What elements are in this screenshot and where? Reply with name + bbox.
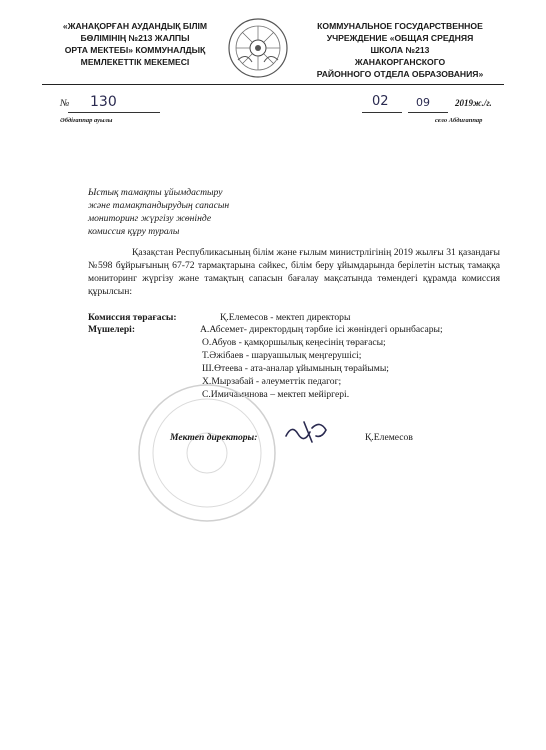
subject-line: Ыстық тамақты ұйымдастыру — [88, 187, 223, 198]
signature-name: Қ.Елемесов — [365, 432, 413, 443]
body-text — [88, 246, 500, 298]
member-item: А.Абсемет- директордың тәрбие ісі жөніндегі орынбасары; — [200, 324, 443, 335]
header-russian-line: ЖАНАКОРГАНСКОГО — [354, 57, 446, 67]
header-russian — [300, 20, 500, 80]
date-day: 02 — [372, 94, 389, 109]
date-year: 2019ж./г. — [455, 98, 492, 108]
chair-value: Қ.Елемесов - мектеп директоры — [220, 312, 351, 323]
header-divider — [42, 84, 504, 85]
header-russian-line: ШКОЛА №213 — [370, 45, 430, 55]
header-kazakh-line: «ЖАНАҚОРҒАН АУДАНДЫҚ БІЛІМ — [62, 21, 208, 31]
reference-no-label: № — [60, 98, 70, 109]
date-day-underline — [362, 112, 402, 113]
member-item: С.Имичаминова – мектеп мейіргері. — [202, 389, 350, 400]
date-month: 09 — [416, 96, 430, 109]
subject-line: мониторинг жүргізу жөнінде — [88, 213, 212, 224]
date-month-underline — [408, 112, 448, 113]
subject-block — [88, 186, 288, 238]
handwritten-signature — [282, 418, 332, 446]
member-item: Х.Мырзабай - әлеуметтік педагог; — [202, 376, 342, 387]
state-emblem-icon — [226, 16, 290, 80]
header-kazakh-line: МЕМЛЕКЕТТІК МЕКЕМЕСІ — [80, 57, 190, 67]
header-kazakh-line: БӨЛІМІНІҢ №213 ЖАЛПЫ — [80, 33, 190, 43]
village-right: село Абдигаппар — [435, 117, 483, 124]
header-kazakh — [50, 20, 220, 68]
header-russian-line: РАЙОННОГО ОТДЕЛА ОБРАЗОВАНИЯ» — [316, 69, 484, 79]
members-label: Мүшелері: — [88, 324, 136, 335]
signature-label: Мектеп директоры: — [170, 432, 258, 443]
member-item: Ш.Өтеева - ата-аналар ұйымының төрайымы; — [202, 363, 389, 374]
subject-line: комиссия құру туралы — [88, 226, 180, 237]
village-left: Әбдіғаппар ауылы — [60, 117, 113, 124]
header-russian-line: КОММУНАЛЬНОЕ ГОСУДАРСТВЕННОЕ — [317, 21, 483, 31]
chair-label: Комиссия төрағасы: — [88, 312, 177, 323]
subject-line: және тамақтандырудың сапасын — [88, 200, 230, 211]
member-item: Т.Әжібаев - шаруашылық меңгерушісі; — [202, 350, 362, 361]
body-paragraph: Қазақстан Республикасының білім және ғылым министрлігінің 2019 жылғы 31 қазандағы №598 бұйрығының 67-72 тармақтарына сәйкес, білім беру ұйымдарында берілетін ыстық тамаққа мониторинг жүргізу және тамақтың сапасын бағалау мақсатында төмендегі құрамда комиссия құрылсын: — [88, 247, 500, 297]
header-kazakh-line: ОРТА МЕКТЕБІ» КОММУНАЛДЫҚ — [64, 45, 206, 55]
reference-number: 130 — [90, 94, 117, 110]
reference-underline — [68, 112, 160, 113]
official-stamp — [132, 378, 282, 528]
header-russian-line: УЧРЕЖДЕНИЕ «ОБЩАЯ СРЕДНЯЯ — [326, 33, 474, 43]
member-item: О.Абуов - қамқоршылық кеңесінің төрағасы; — [202, 337, 386, 348]
